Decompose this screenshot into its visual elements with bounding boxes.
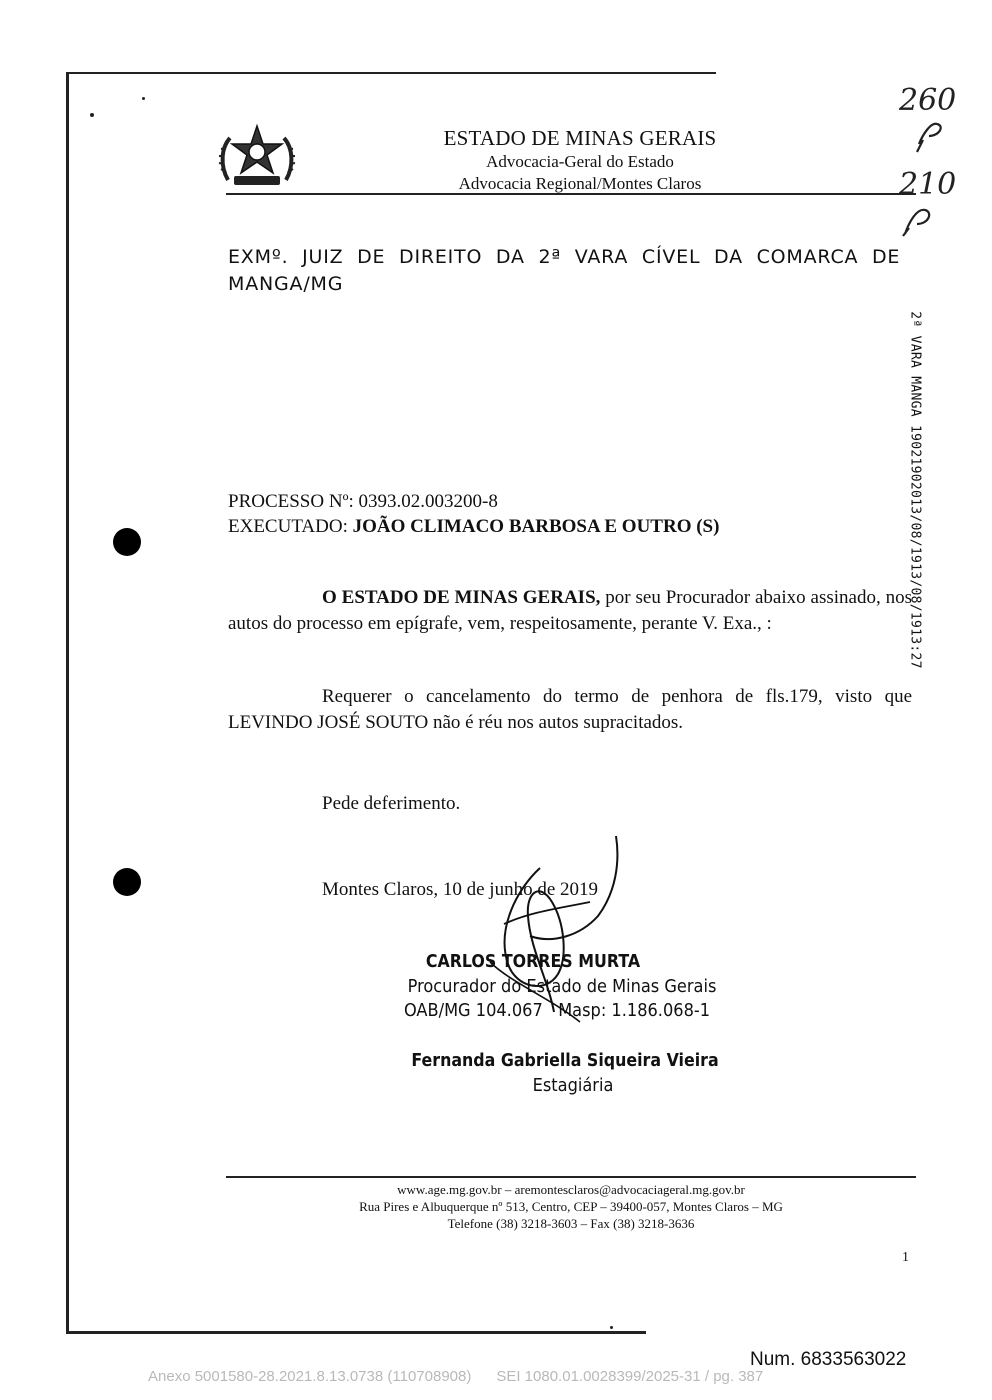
court-receipt-stamp-text: 2ª VARA MANGA 19021902013/08/1913/08/1913:27	[907, 311, 923, 669]
punch-hole	[113, 528, 141, 556]
document-number: Num. 6833563022	[750, 1349, 907, 1370]
folio-number-1: 260	[899, 83, 957, 118]
footer-phone: Telefone (38) 3218-3603 – Fax (38) 3218-3636	[447, 1216, 695, 1231]
signatory-credentials: OAB/MG 104.067 Masp: 1.186.068-1	[403, 1000, 711, 1021]
scan-speck	[142, 97, 145, 100]
intern-role: Estagiária	[532, 1075, 614, 1096]
request-paragraph-text: Requerer o cancelamento do termo de penhora de fls.179, visto que LEVINDO JOSÉ SOUTO não é réu nos autos supracitados.	[228, 686, 912, 733]
intern-name: Fernanda Gabriella Siqueira Vieira	[411, 1050, 719, 1071]
process-number-line	[228, 489, 719, 514]
footer-web-email: www.age.mg.gov.br – aremontesclaros@advocaciageral.mg.gov.br	[397, 1182, 745, 1197]
header-rule	[226, 193, 916, 195]
letter-footer	[226, 1181, 916, 1232]
signatory-name: CARLOS TORRES MURTA	[425, 951, 641, 972]
punch-hole	[113, 868, 141, 896]
executed-value: JOÃO CLIMACO BARBOSA E OUTRO (S)	[352, 516, 720, 537]
executed-label: EXECUTADO:	[228, 516, 348, 537]
intro-paragraph	[228, 585, 912, 637]
closing-text: Pede deferimento.	[322, 793, 461, 814]
request-paragraph	[228, 684, 912, 736]
executed-line	[228, 514, 719, 539]
addressee-line-2: MANGA/MG	[228, 273, 344, 295]
footer-address: Rua Pires e Albuquerque nº 513, Centro, CEP – 39400-057, Montes Claros – MG	[359, 1199, 783, 1214]
annex-reference: Anexo 5001580-28.2021.8.13.0738 (110708908) SEI 1080.01.0028399/2025-31 / pg. 387	[148, 1368, 764, 1385]
closing-paragraph	[228, 791, 912, 817]
process-number-value: 0393.02.003200-8	[358, 491, 498, 512]
intro-paragraph-text: por seu Procurador abaixo assinado, nos autos do processo em epígrafe, vem, respeitosamente, perante V. Exa., :	[228, 587, 912, 634]
signatory-role: Procurador do Estado de Minas Gerais	[407, 976, 717, 997]
letterhead	[230, 126, 930, 195]
letterhead-state: ESTADO DE MINAS GERAIS	[443, 126, 717, 150]
letterhead-regional: Advocacia Regional/Montes Claros	[458, 174, 702, 193]
intro-party-name: O ESTADO DE MINAS GERAIS,	[322, 587, 601, 608]
scan-speck	[610, 1326, 613, 1329]
footer-rule	[226, 1176, 916, 1178]
folio-number-2: 210	[899, 167, 957, 202]
frame-bottom-border	[66, 1331, 646, 1334]
page-number: 1	[902, 1250, 909, 1265]
frame-left-border	[66, 72, 69, 1334]
frame-top-border	[66, 72, 716, 74]
place-date-text: Montes Claros, 10 de junho de 2019	[322, 879, 599, 900]
addressee-line-1: EXMº. JUIZ DE DIREITO DA 2ª VARA CÍVEL DA COMARCA DE	[228, 246, 901, 268]
addressee	[228, 244, 901, 298]
handwritten-folio-marks	[893, 78, 973, 238]
process-number-label: PROCESSO Nº:	[228, 491, 354, 512]
letterhead-agency: Advocacia-Geral do Estado	[486, 152, 674, 171]
scan-speck	[90, 113, 94, 117]
process-info	[228, 489, 719, 539]
